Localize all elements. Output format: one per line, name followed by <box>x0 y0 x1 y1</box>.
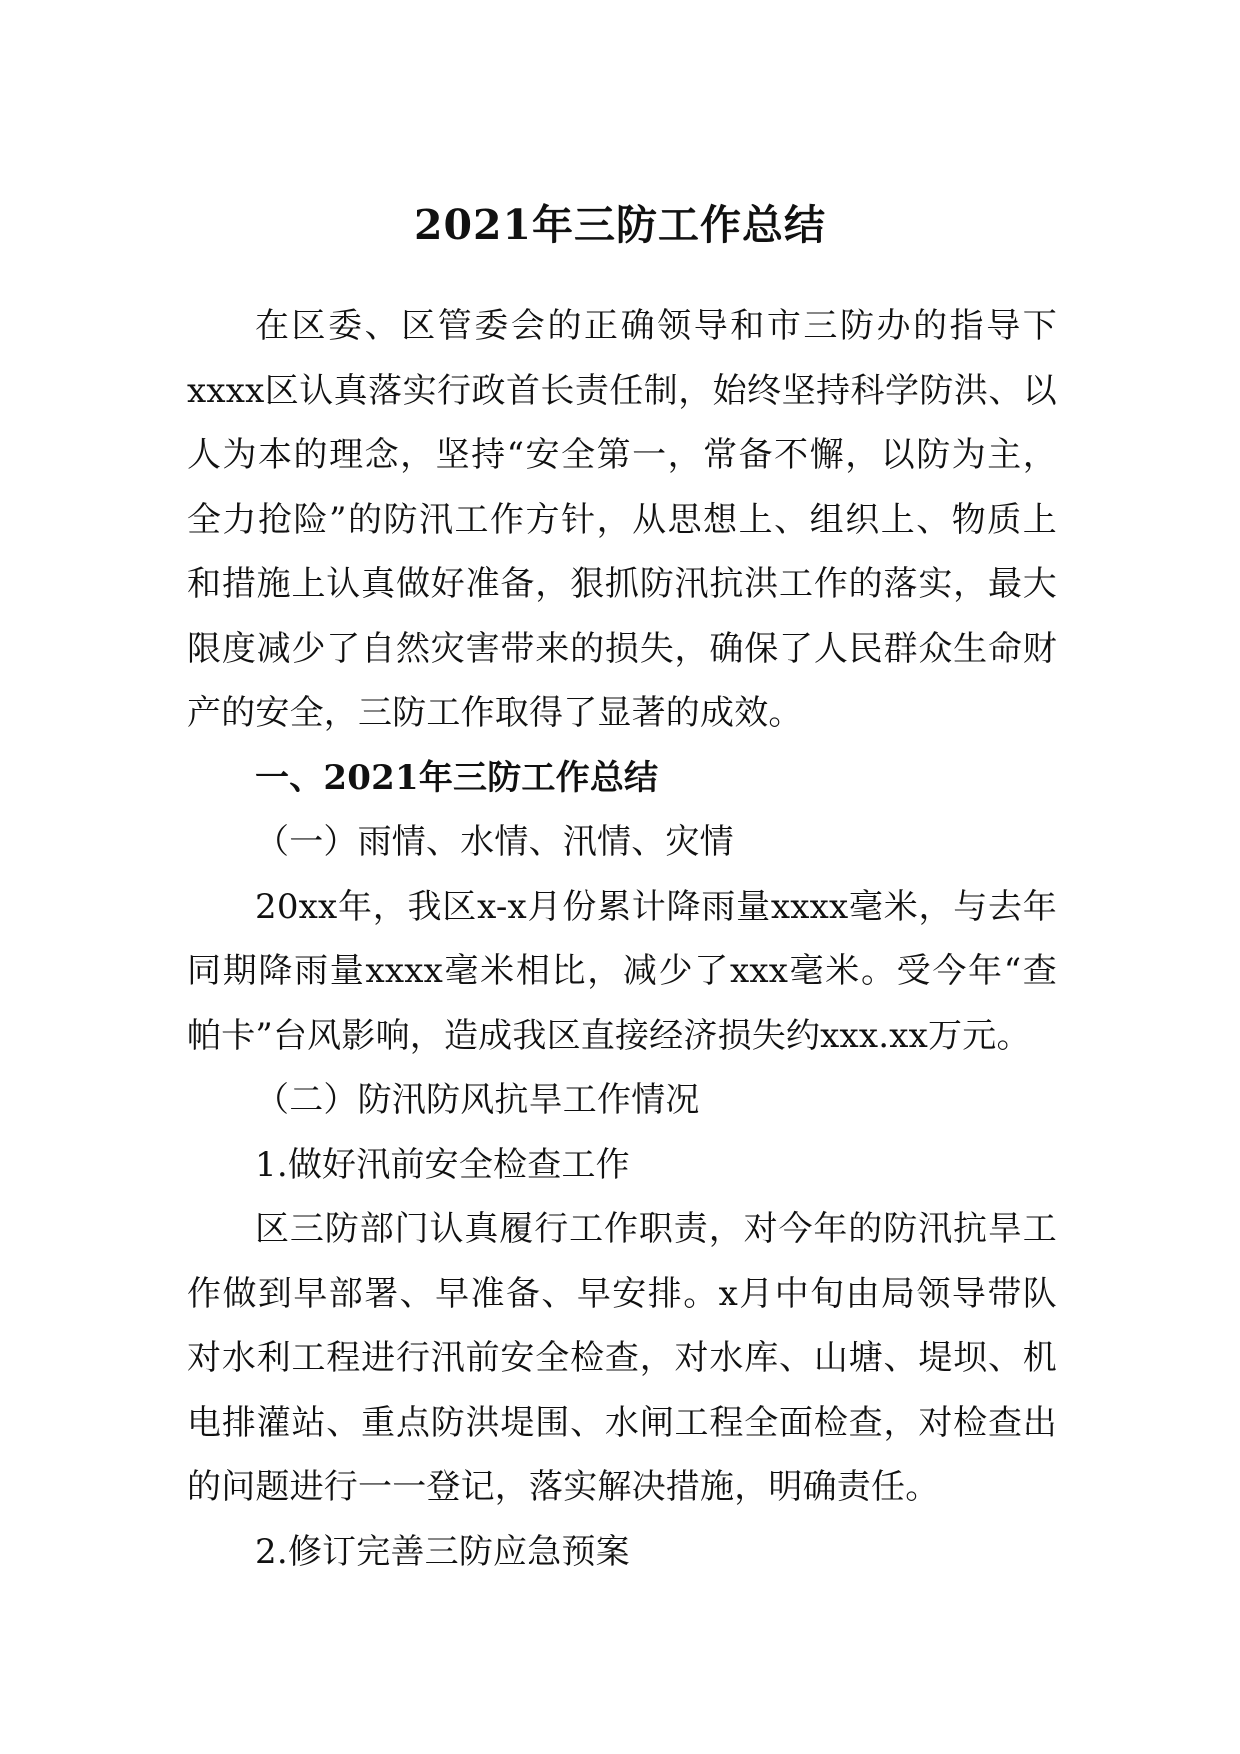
subsection-heading-1: （一）雨情、水情、汛情、灾情 <box>255 822 734 862</box>
item-heading-1: 1.做好汛前安全检查工作 <box>255 1144 630 1185</box>
intro-paragraph: 在区委、区管委会的正确领导和市三防办的指导下xxxx区认真落实行政首长责任制，始终坚持科学防洪、以人为本的理念，坚持“安全第一，常备不懈，以防为主，全力抢险”的防汛工作方针，从思想上、组织上、物质上和措施上认真做好准备，狠抓防汛抗洪工作的落实，最大限度减少了自然灾害带来的损失，确保了人民群众生命财产的安全，三防工作取得了显著的成效。 <box>187 306 1057 733</box>
section-heading-1: 一、2021年三防工作总结 <box>255 757 659 798</box>
inspection-paragraph: 区三防部门认真履行工作职责，对今年的防汛抗旱工作做到早部署、早准备、早安排。x月中旬由局领导带队对水利工程进行汛前安全检查，对水库、山塘、堤坝、机电排灌站、重点防洪堤围、水闸工程全面检查，对检查出的问题进行一一登记，落实解决措施，明确责任。 <box>187 1209 1057 1507</box>
rainfall-paragraph: 20xx年，我区x-x月份累计降雨量xxxx毫米，与去年同期降雨量xxxx毫米相比，减少了xxx毫米。受今年“查帕卡”台风影响，造成我区直接经济损失约xxx.xx万元。 <box>187 886 1057 1056</box>
document-body <box>187 294 1057 1584</box>
item-heading-2: 2.修订完善三防应急预案 <box>255 1531 630 1572</box>
document-title: 2021年三防工作总结 <box>413 201 827 250</box>
subsection-heading-2: （二）防汛防风抗旱工作情况 <box>255 1080 700 1120</box>
